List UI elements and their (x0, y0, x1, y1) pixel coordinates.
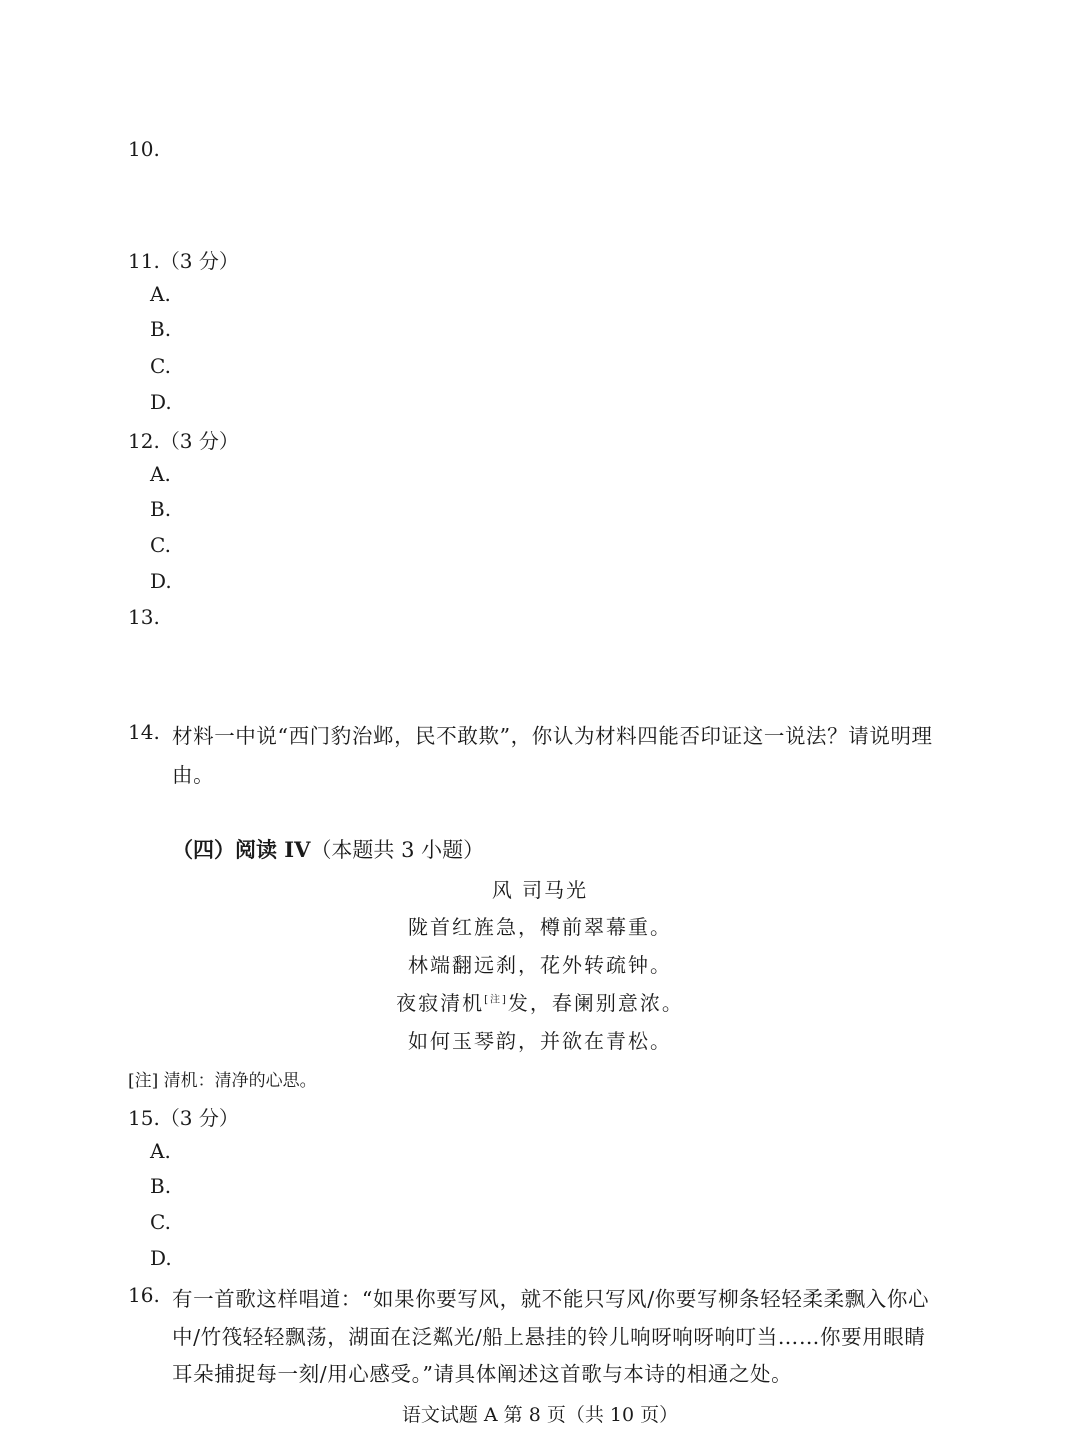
q11-number: 11. (128, 249, 160, 273)
q12-points: （3 分） (159, 429, 239, 453)
q11-option-a: A. (150, 282, 171, 306)
q12-option-b: B. (150, 497, 172, 521)
q12-number: 12. (128, 429, 160, 453)
page-footer: 语文试题 A 第 8 页（共 10 页） (401, 1404, 679, 1426)
section-note: （本题共 3 小题） (310, 838, 485, 862)
q10-number: 10. (128, 137, 160, 161)
q16-text-line3: 耳朵捕捉每一刻/用心感受。”请具体阐述这首歌与本诗的相通之处。 (172, 1362, 793, 1386)
q12-header (128, 425, 239, 454)
poem-line-3-part1: 夜寂清机 (396, 991, 485, 1015)
q15-number: 15. (128, 1106, 160, 1130)
q11-option-d: D. (150, 390, 172, 414)
q16-number: 16. (128, 1283, 160, 1307)
poem-line-2: 林端翻远刹，花外转疏钟。 (408, 953, 672, 977)
q11-points: （3 分） (159, 249, 239, 273)
q16-text-line1: 有一首歌这样唱道：“如果你要写风，就不能只写风/你要写柳条轻轻柔柔飘入你心 (172, 1287, 930, 1311)
q15-option-c: C. (150, 1210, 171, 1234)
poem-footnote-marker: [注] (484, 994, 508, 1006)
q12-option-c: C. (150, 533, 171, 557)
q12-option-a: A. (150, 462, 171, 486)
poem-line-3 (0, 987, 1080, 1016)
q11-option-b: B. (150, 317, 172, 341)
q13-number: 13. (128, 605, 160, 629)
q14-text-line2: 由。 (172, 763, 215, 787)
q11-header (128, 245, 239, 274)
q12-option-d: D. (150, 569, 172, 593)
section-title: （四）阅读 IV (172, 837, 311, 862)
q15-option-d: D. (150, 1246, 172, 1270)
q11-option-c: C. (150, 354, 171, 378)
q14-number: 14. (128, 720, 160, 744)
q16-text-line2: 中/竹筏轻轻飘荡，湖面在泛粼光/船上悬挂的铃儿响呀响呀响叮当……你要用眼睛 (172, 1325, 926, 1349)
poem-line-1: 陇首红旌急，樽前翠幕重。 (408, 915, 672, 939)
q14-text-line1: 材料一中说“西门豹治邺，民不敢欺”，你认为材料四能否印证这一说法？请说明理 (172, 724, 933, 748)
poem-title: 风 司马光 (491, 878, 589, 902)
poem-footnote: [注] 清机：清净的心思。 (128, 1071, 317, 1091)
section-heading (172, 834, 484, 864)
q15-header (128, 1102, 239, 1131)
q15-option-b: B. (150, 1174, 172, 1198)
poem-line-4: 如何玉琴韵，并欲在青松。 (408, 1029, 672, 1053)
q15-option-a: A. (150, 1139, 171, 1163)
poem-line-3-part2: 发，春阑别意浓。 (507, 991, 684, 1015)
q15-points: （3 分） (159, 1106, 239, 1130)
